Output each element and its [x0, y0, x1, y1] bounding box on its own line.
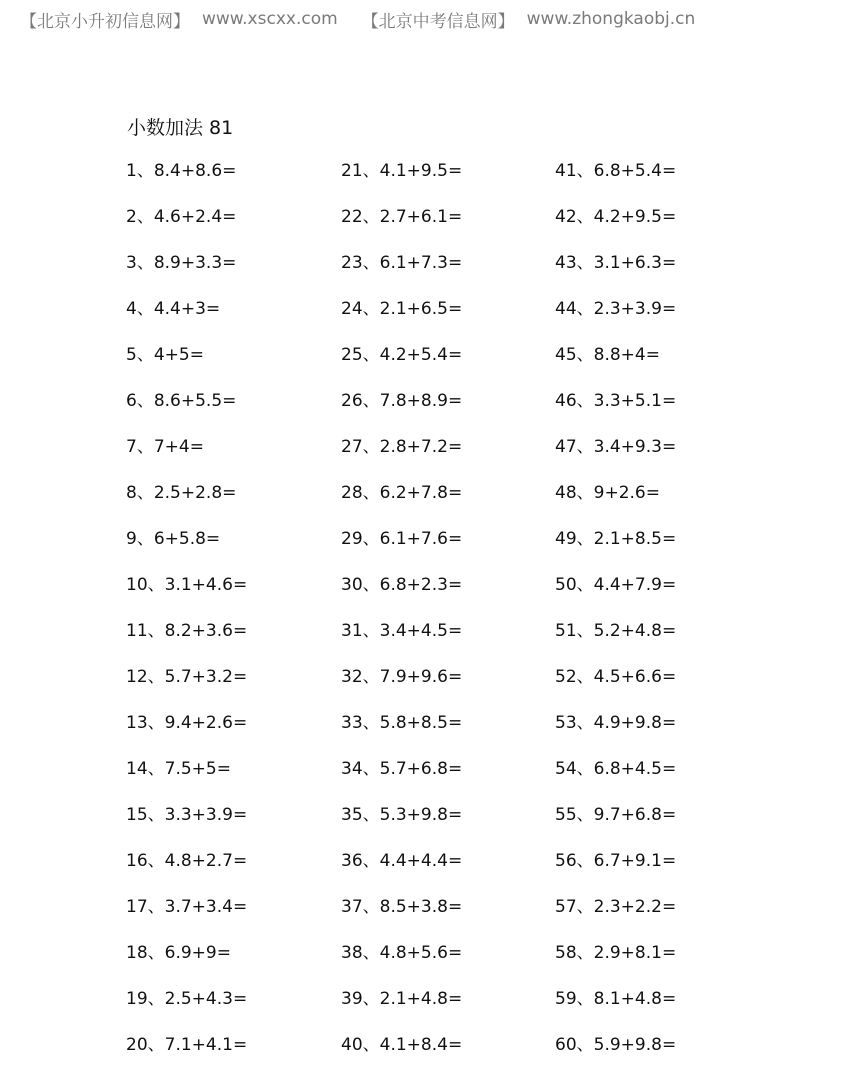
math-problem: 5、4+5= — [126, 345, 204, 365]
problem-column-2 — [341, 148, 462, 1068]
math-problem: 47、3.4+9.3= — [555, 437, 677, 457]
site2-name: 【北京中考信息网】 — [361, 11, 515, 32]
site1-url[interactable]: www.xscxx.com — [202, 9, 338, 29]
math-problem: 31、3.4+4.5= — [341, 621, 463, 641]
math-problem: 40、4.1+8.4= — [341, 1035, 463, 1055]
math-problem: 51、5.2+4.8= — [555, 621, 677, 641]
math-problem: 53、4.9+9.8= — [555, 713, 677, 733]
math-problem: 7、7+4= — [126, 437, 204, 457]
math-problem: 55、9.7+6.8= — [555, 805, 677, 825]
math-problem: 8、2.5+2.8= — [126, 483, 237, 503]
math-problem: 1、8.4+8.6= — [126, 161, 237, 181]
math-problem: 20、7.1+4.1= — [126, 1035, 248, 1055]
math-problem: 35、5.3+9.8= — [341, 805, 463, 825]
math-problem: 43、3.1+6.3= — [555, 253, 677, 273]
site1-name: 【北京小升初信息网】 — [20, 11, 190, 32]
math-problem: 44、2.3+3.9= — [555, 299, 677, 319]
math-problem: 6、8.6+5.5= — [126, 391, 237, 411]
problem-column-1 — [126, 148, 247, 1068]
math-problem: 45、8.8+4= — [555, 345, 660, 365]
math-problem: 37、8.5+3.8= — [341, 897, 463, 917]
math-problem: 59、8.1+4.8= — [555, 989, 677, 1009]
math-problem: 16、4.8+2.7= — [126, 851, 248, 871]
math-problem: 3、8.9+3.3= — [126, 253, 237, 273]
math-problem: 42、4.2+9.5= — [555, 207, 677, 227]
math-problem: 52、4.5+6.6= — [555, 667, 677, 687]
math-problem: 22、2.7+6.1= — [341, 207, 463, 227]
math-problem: 60、5.9+9.8= — [555, 1035, 677, 1055]
math-problem: 34、5.7+6.8= — [341, 759, 463, 779]
math-problem: 32、7.9+9.6= — [341, 667, 463, 687]
math-problem: 54、6.8+4.5= — [555, 759, 677, 779]
math-problem: 4、4.4+3= — [126, 299, 221, 319]
math-problem: 58、2.9+8.1= — [555, 943, 677, 963]
math-problem: 21、4.1+9.5= — [341, 161, 463, 181]
math-problem: 36、4.4+4.4= — [341, 851, 463, 871]
math-problem: 19、2.5+4.3= — [126, 989, 248, 1009]
worksheet-title: 小数加法 81 — [127, 117, 234, 139]
math-problem: 49、2.1+8.5= — [555, 529, 677, 549]
math-problem: 17、3.7+3.4= — [126, 897, 248, 917]
math-problem: 18、6.9+9= — [126, 943, 231, 963]
math-problem: 33、5.8+8.5= — [341, 713, 463, 733]
math-problem: 11、8.2+3.6= — [126, 621, 248, 641]
math-problem: 48、9+2.6= — [555, 483, 660, 503]
problem-column-3 — [555, 148, 676, 1068]
math-problem: 26、7.8+8.9= — [341, 391, 463, 411]
math-problem: 46、3.3+5.1= — [555, 391, 677, 411]
math-problem: 24、2.1+6.5= — [341, 299, 463, 319]
math-problem: 29、6.1+7.6= — [341, 529, 463, 549]
math-problem: 13、9.4+2.6= — [126, 713, 248, 733]
math-problem: 23、6.1+7.3= — [341, 253, 463, 273]
math-problem: 10、3.1+4.6= — [126, 575, 248, 595]
math-problem: 38、4.8+5.6= — [341, 943, 463, 963]
math-problem: 56、6.7+9.1= — [555, 851, 677, 871]
math-problem: 28、6.2+7.8= — [341, 483, 463, 503]
math-problem: 41、6.8+5.4= — [555, 161, 677, 181]
page-header — [20, 8, 695, 30]
math-problem: 9、6+5.8= — [126, 529, 221, 549]
math-problem: 14、7.5+5= — [126, 759, 231, 779]
site2-url[interactable]: www.zhongkaobj.cn — [526, 9, 696, 29]
math-problem: 50、4.4+7.9= — [555, 575, 677, 595]
math-problem: 30、6.8+2.3= — [341, 575, 463, 595]
math-problem: 27、2.8+7.2= — [341, 437, 463, 457]
math-problem: 57、2.3+2.2= — [555, 897, 677, 917]
math-problem: 15、3.3+3.9= — [126, 805, 248, 825]
math-problem: 12、5.7+3.2= — [126, 667, 248, 687]
math-problem: 25、4.2+5.4= — [341, 345, 463, 365]
math-problem: 39、2.1+4.8= — [341, 989, 463, 1009]
math-problem: 2、4.6+2.4= — [126, 207, 237, 227]
